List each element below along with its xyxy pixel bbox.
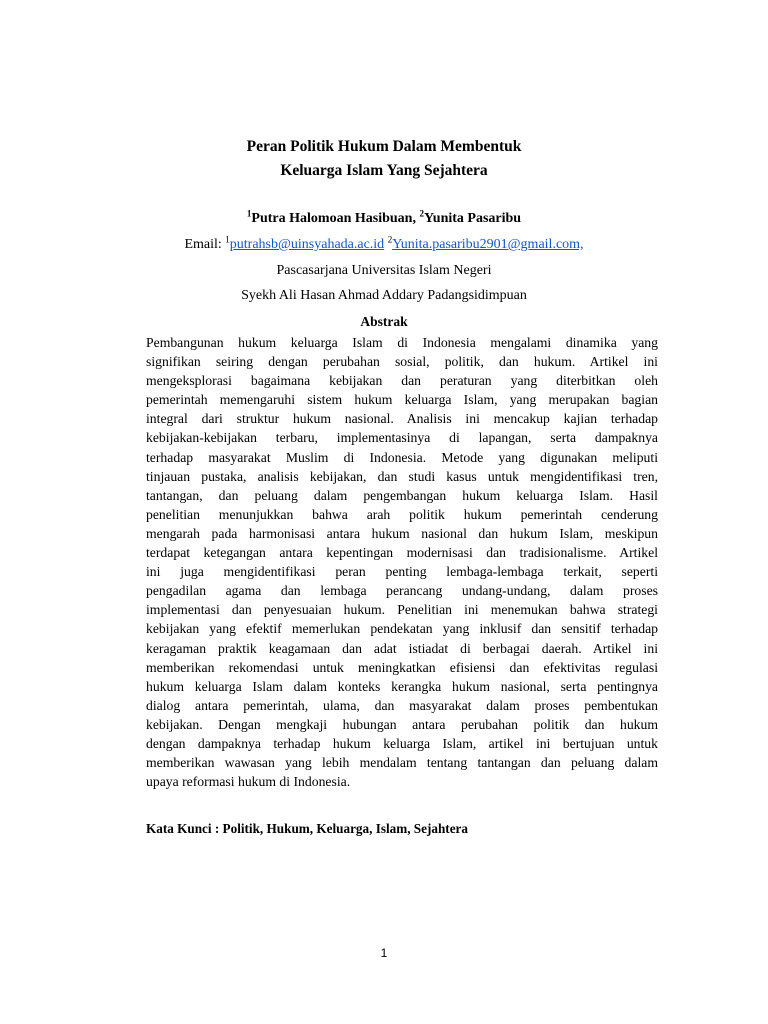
abstract-line: mengeksplorasi bagaimana kebijakan dan peraturan yang diterbitkan oleh (146, 373, 658, 389)
abstract-line: kebijakan-kebijakan terbaru, implementasinya di lapangan, serta dampaknya (146, 430, 658, 446)
abstract-line: tinjauan pustaka, analisis kebijakan, dan studi kasus untuk mengidentifikasi tren, (146, 468, 658, 484)
abstract-heading: Abstrak (360, 314, 408, 329)
email-line (0, 235, 768, 255)
abstract-line: memberikan wawasan yang lebih mendalam tentang tantangan dan peluang dalam (146, 755, 658, 771)
author-1-superscript: 1 (246, 208, 252, 219)
page-number: 1 (380, 946, 388, 960)
abstract-line: ini juga mengidentifikasi peran penting lembaga-lembaga terkait, seperti (146, 564, 658, 580)
abstract-line: terhadap masyarakat Muslim di Indonesia. Metode yang digunakan meliputi (146, 449, 658, 465)
abstract-line: hukum keluarga Islam dalam konteks kerangka hukum nasional, serta pentingnya (146, 678, 658, 694)
abstract-line: kebijakan. Dengan mengkaji hubungan antara perubahan politik dan hukum (146, 716, 658, 732)
author-list (0, 209, 768, 229)
email-1-link[interactable]: putrahsb@uinsyahada.ac.id (229, 237, 385, 252)
abstract-line: signifikan seiring dengan perubahan sosial, politik, dan hukum. Artikel ini (146, 354, 658, 370)
affiliation-line-1: Pascasarjana Universitas Islam Negeri (276, 263, 492, 278)
abstract-line: keragaman praktik keagamaan dan adat istiadat di berbagai daerah. Artikel ini (146, 640, 658, 656)
abstract-line: dialog antara pemerintah, ulama, dan masyarakat dalam proses pembentukan (146, 697, 658, 713)
abstract-line: pengadilan agama dan lembaga perancang undang-undang, dalam proses (146, 583, 658, 599)
abstract-line: penelitian menunjukkan bahwa arah politik hukum pemerintah cenderung (146, 506, 658, 522)
keywords: Kata Kunci : Politik, Hukum, Keluarga, Islam, Sejahtera (146, 821, 468, 836)
email-label: Email: (184, 237, 226, 252)
author-2-superscript: 2 (419, 208, 424, 219)
abstract-line: pemerintah memengaruhi sistem hukum keluarga Islam, yang merupakan bagian (146, 392, 658, 408)
email-2-superscript: 2 (387, 234, 393, 245)
abstract-line: dengan dampaknya terhadap hukum keluarga Islam, artikel ini bertujuan untuk (146, 735, 658, 751)
abstract-body (146, 333, 658, 791)
abstract-line: integral dari struktur hukum nasional. Analisis ini mencakup kajian terhadap (146, 411, 658, 427)
abstract-line: mengarah pada harmonisasi antara hukum nasional dan hukum Islam, meskipun (146, 525, 658, 541)
abstract-line: tantangan, dan peluang dalam pengembangan hukum keluarga Islam. Hasil (146, 487, 658, 503)
author-1-name: Putra Halomoan Hasibuan, (251, 211, 420, 226)
abstract-line: memberikan rekomendasi untuk meningkatkan efisiensi dan efektivitas regulasi (146, 659, 658, 675)
abstract-line: terdapat ketegangan antara kepentingan modernisasi dan tradisionalisme. Artikel (146, 545, 658, 561)
affiliation-line-2: Syekh Ali Hasan Ahmad Addary Padangsidimpuan (241, 288, 527, 303)
email-2-link[interactable]: Yunita.pasaribu2901@gmail.com, (392, 237, 584, 252)
paper-title-line-2: Keluarga Islam Yang Sejahtera (280, 162, 488, 179)
author-2-name: Yunita Pasaribu (423, 211, 522, 226)
abstract-line: kebijakan yang efektif memerlukan pendekatan yang inklusif dan sensitif terhadap (146, 621, 658, 637)
abstract-line: Pembangunan hukum keluarga Islam di Indonesia mengalami dinamika yang (146, 335, 658, 350)
abstract-line: upaya reformasi hukum di Indonesia. (146, 774, 351, 790)
abstract-line: implementasi dan penyesuaian hukum. Penelitian ini menemukan bahwa strategi (146, 602, 658, 618)
paper-title-line-1: Peran Politik Hukum Dalam Membentuk (246, 138, 522, 155)
email-1-superscript: 1 (225, 234, 230, 245)
